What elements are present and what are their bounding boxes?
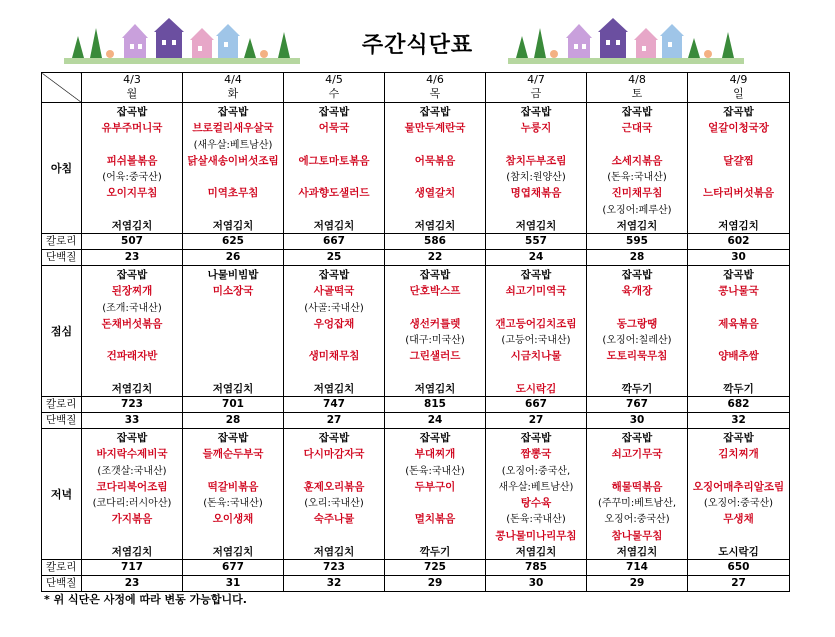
protein-value: 30 xyxy=(587,413,688,429)
calories-label: 칼로리 xyxy=(42,234,82,250)
menu-cell xyxy=(385,103,486,234)
menu-item: (새우살:베트남산) xyxy=(193,139,273,151)
protein-value: 25 xyxy=(284,250,385,266)
menu-item: 명엽채볶음 xyxy=(510,187,562,200)
menu-cell-items xyxy=(688,103,789,233)
menu-item: 잡곡밥 xyxy=(723,106,754,118)
menu-cell-items xyxy=(688,429,789,559)
menu-item: 잡곡밥 xyxy=(621,106,653,118)
menu-item: 새우살:베트남산) xyxy=(498,481,574,493)
menu-item: 잡곡밥 xyxy=(116,432,148,444)
day-header xyxy=(688,73,790,103)
menu-item: 달걀찜 xyxy=(723,154,754,167)
menu-item: 멸치볶음 xyxy=(414,513,456,526)
menu-item: 오징어:중국산) xyxy=(604,514,670,526)
menu-cell-items xyxy=(82,429,182,559)
menu-item: 부대찌개 xyxy=(414,448,456,461)
menu-cell-items xyxy=(385,266,485,396)
protein-value: 24 xyxy=(486,250,587,266)
menu-cell xyxy=(385,429,486,560)
menu-item: 잡곡밥 xyxy=(520,269,552,281)
menu-item: 짬뽕국 xyxy=(520,448,552,461)
meal-row xyxy=(42,429,790,560)
menu-item: 잡곡밥 xyxy=(520,106,552,118)
menu-cell xyxy=(183,266,284,397)
footnote: * 위 식단은 사정에 따라 변동 가능합니다. xyxy=(44,593,247,606)
menu-cell xyxy=(284,266,385,397)
menu-item: 저염김치 xyxy=(414,220,456,232)
menu-item: 도시락김 xyxy=(515,383,557,395)
menu-item: (오징어:페루산) xyxy=(602,204,672,216)
day-of-week: 토 xyxy=(631,87,643,100)
menu-item: 저염김치 xyxy=(212,546,254,558)
day-of-week: 수 xyxy=(328,87,340,100)
day-header xyxy=(284,73,385,103)
calories-value: 677 xyxy=(183,560,284,576)
calories-value: 714 xyxy=(587,560,688,576)
calories-value: 595 xyxy=(587,234,688,250)
menu-item: 저염김치 xyxy=(212,220,254,232)
protein-value: 27 xyxy=(486,413,587,429)
day-of-week: 화 xyxy=(227,87,239,100)
menu-item: 물만두계란국 xyxy=(404,122,466,135)
menu-item: 느타리버섯볶음 xyxy=(702,187,774,200)
menu-item: 잡곡밥 xyxy=(419,106,451,118)
menu-cell-items xyxy=(284,429,384,559)
day-header xyxy=(385,73,486,103)
menu-item: 잡곡밥 xyxy=(217,432,249,444)
calories-value: 767 xyxy=(587,397,688,413)
menu-item: 다시마감자국 xyxy=(303,448,365,461)
menu-item: 생미채무침 xyxy=(308,350,360,363)
calories-value: 557 xyxy=(486,234,587,250)
menu-item: 저염김치 xyxy=(414,383,456,395)
menu-cell-items xyxy=(284,103,384,233)
day-date: 4/6 xyxy=(426,73,444,86)
menu-cell-items xyxy=(183,266,283,396)
menu-item: 김치찌개 xyxy=(718,448,759,461)
menu-item: 저염김치 xyxy=(313,220,355,232)
day-date: 4/9 xyxy=(729,73,748,86)
menu-item: (주꾸미:베트남산, xyxy=(597,498,677,510)
menu-item: 오이지무침 xyxy=(106,187,158,200)
day-of-week: 금 xyxy=(530,87,542,100)
menu-cell xyxy=(183,103,284,234)
calories-value: 682 xyxy=(688,397,790,413)
meal-label: 아침 xyxy=(42,103,82,234)
menu-cell xyxy=(284,103,385,234)
day-date: 4/4 xyxy=(224,73,242,86)
menu-item: 단호박스프 xyxy=(409,285,461,298)
day-of-week: 일 xyxy=(733,87,744,100)
menu-item: 저염김치 xyxy=(111,220,153,232)
menu-cell xyxy=(486,266,587,397)
menu-cell xyxy=(486,429,587,560)
menu-item: 가지볶음 xyxy=(111,513,153,526)
protein-value: 32 xyxy=(284,576,385,592)
menu-item: 도시락김 xyxy=(718,546,759,558)
menu-cell-items xyxy=(385,103,485,233)
menu-item: (조개:국내산) xyxy=(102,302,162,314)
calories-label: 칼로리 xyxy=(42,397,82,413)
menu-item: (코다리:러시아산) xyxy=(92,498,172,510)
calories-value: 667 xyxy=(486,397,587,413)
menu-item: 두부구이 xyxy=(414,480,456,493)
menu-item: 잡곡밥 xyxy=(520,432,552,444)
protein-value: 30 xyxy=(486,576,587,592)
menu-item: 저염김치 xyxy=(616,546,658,558)
calories-value: 717 xyxy=(82,560,183,576)
menu-item: 생열갈치 xyxy=(414,187,456,200)
menu-item: 육개장 xyxy=(621,285,653,298)
menu-item: 잡곡밥 xyxy=(419,269,451,281)
protein-value: 28 xyxy=(183,413,284,429)
menu-item: 브로컬리새우살국 xyxy=(192,122,274,135)
menu-item: 잡곡밥 xyxy=(419,432,451,444)
date-header-row xyxy=(42,73,790,103)
menu-item: 그린샐러드 xyxy=(409,350,461,363)
protein-value: 23 xyxy=(82,250,183,266)
meal-row xyxy=(42,266,790,397)
menu-item: (어육:중국산) xyxy=(102,172,162,184)
menu-item: 오징어매추리알조림 xyxy=(692,480,785,493)
menu-item: 참치두부조림 xyxy=(505,154,567,167)
protein-value: 28 xyxy=(587,250,688,266)
menu-item: 잡곡밥 xyxy=(621,269,653,281)
menu-cell-items xyxy=(486,103,586,233)
menu-item: 에그토마토볶음 xyxy=(298,154,370,167)
menu-item: 소세지볶음 xyxy=(611,154,663,167)
menu-item: 얼갈이청국장 xyxy=(708,122,769,135)
calories-value: 723 xyxy=(284,560,385,576)
protein-value: 24 xyxy=(385,413,486,429)
calories-value: 723 xyxy=(82,397,183,413)
menu-item: 양배추쌈 xyxy=(718,350,759,363)
menu-item: 동그랑땡 xyxy=(616,317,658,330)
menu-item: 진미채무침 xyxy=(611,187,663,200)
day-header xyxy=(183,73,284,103)
calories-row xyxy=(42,560,790,576)
menu-item: 누룽지 xyxy=(520,122,552,135)
protein-value: 27 xyxy=(688,576,790,592)
calories-value: 785 xyxy=(486,560,587,576)
calories-value: 667 xyxy=(284,234,385,250)
menu-item: 깍두기 xyxy=(723,383,754,395)
menu-item: 잡곡밥 xyxy=(318,432,350,444)
calories-value: 701 xyxy=(183,397,284,413)
menu-item: 훈제오리볶음 xyxy=(303,480,365,493)
protein-row xyxy=(42,250,790,266)
menu-cell-items xyxy=(82,103,182,233)
menu-item: 잡곡밥 xyxy=(723,432,754,444)
menu-item: 미소장국 xyxy=(212,285,254,298)
menu-cell-items xyxy=(385,429,485,559)
menu-item: (오징어:중국산) xyxy=(703,498,774,510)
menu-item: (돈육:국내산) xyxy=(405,465,465,477)
calories-row xyxy=(42,234,790,250)
menu-item: 오이생채 xyxy=(212,513,254,526)
calories-label: 칼로리 xyxy=(42,560,82,576)
menu-cell xyxy=(183,429,284,560)
menu-item: 건파래자반 xyxy=(106,350,158,363)
calories-value: 747 xyxy=(284,397,385,413)
protein-value: 29 xyxy=(385,576,486,592)
menu-item: 닭살새송이버섯조림 xyxy=(187,154,279,167)
menu-item: 잡곡밥 xyxy=(116,106,148,118)
menu-item: (돈육:국내산) xyxy=(203,498,263,510)
menu-item: (오징어:중국산, xyxy=(501,465,571,477)
menu-item: 쇠고기미역국 xyxy=(505,285,567,298)
menu-item: 들깨순두부국 xyxy=(202,448,264,461)
menu-item: 잡곡밥 xyxy=(217,106,249,118)
protein-value: 23 xyxy=(82,576,183,592)
protein-value: 22 xyxy=(385,250,486,266)
menu-item: 유부주머니국 xyxy=(101,122,163,135)
menu-item: 생선커틀렛 xyxy=(409,317,461,330)
menu-item: 콩나물미나리무침 xyxy=(495,529,577,542)
menu-item: 깍두기 xyxy=(419,546,451,558)
menu-item: 코다리북어조림 xyxy=(96,480,168,493)
menu-item: (오징어:칠레산) xyxy=(602,335,672,347)
meal-label: 점심 xyxy=(42,266,82,397)
menu-cell xyxy=(82,429,183,560)
day-header xyxy=(587,73,688,103)
menu-cell xyxy=(587,429,688,560)
menu-item: 잡곡밥 xyxy=(723,269,754,281)
menu-item: (조갯살:국내산) xyxy=(97,465,167,477)
menu-item: (사골:국내산) xyxy=(304,302,364,314)
menu-item: 떡갈비볶음 xyxy=(207,480,259,493)
menu-item: (돈육:국내산) xyxy=(506,514,566,526)
menu-cell-items xyxy=(486,429,586,559)
calories-value: 625 xyxy=(183,234,284,250)
meal-row xyxy=(42,103,790,234)
protein-value: 27 xyxy=(284,413,385,429)
menu-item: 도토리묵무침 xyxy=(606,350,668,363)
menu-item: 된장찌개 xyxy=(111,285,153,298)
menu-cell-items xyxy=(587,103,687,233)
protein-value: 29 xyxy=(587,576,688,592)
menu-cell xyxy=(688,103,790,234)
village-illustration-left xyxy=(64,14,300,66)
calories-row xyxy=(42,397,790,413)
calories-value: 725 xyxy=(385,560,486,576)
menu-cell-items xyxy=(183,429,283,559)
menu-item: 갠고등어김치조림 xyxy=(495,317,577,330)
protein-label: 단백질 xyxy=(42,250,82,266)
protein-value: 26 xyxy=(183,250,284,266)
menu-item: 쇠고기무국 xyxy=(611,448,663,461)
menu-item: 저염김치 xyxy=(515,220,557,232)
menu-item: 돈채버섯볶음 xyxy=(101,317,163,330)
protein-label: 단백질 xyxy=(42,576,82,592)
day-date: 4/8 xyxy=(628,73,646,86)
menu-item: 저염김치 xyxy=(111,546,153,558)
protein-row xyxy=(42,576,790,592)
menu-item: 사과향도샐러드 xyxy=(298,187,370,200)
menu-item: 잡곡밥 xyxy=(318,269,350,281)
menu-item: 저염김치 xyxy=(111,383,153,395)
menu-item: 저염김치 xyxy=(515,546,557,558)
menu-item: (고등어:국내산) xyxy=(501,335,571,347)
meal-label: 저녁 xyxy=(42,429,82,560)
day-date: 4/7 xyxy=(527,73,545,86)
protein-value: 33 xyxy=(82,413,183,429)
menu-cell xyxy=(284,429,385,560)
calories-value: 507 xyxy=(82,234,183,250)
menu-cell xyxy=(385,266,486,397)
menu-item: 제육볶음 xyxy=(718,317,759,330)
weekly-menu-table xyxy=(41,72,790,592)
menu-item: 나물비빔밥 xyxy=(207,269,259,281)
menu-item: 잡곡밥 xyxy=(116,269,148,281)
protein-row xyxy=(42,413,790,429)
menu-item: 저염김치 xyxy=(616,220,658,232)
menu-cell xyxy=(587,266,688,397)
menu-item: 저염김치 xyxy=(313,546,355,558)
menu-item: 참나물무침 xyxy=(611,529,663,542)
menu-cell xyxy=(82,103,183,234)
day-of-week: 목 xyxy=(429,87,441,100)
protein-value: 30 xyxy=(688,250,790,266)
page-title: 주간식단표 xyxy=(361,33,474,58)
menu-item: 잡곡밥 xyxy=(621,432,653,444)
corner-cell xyxy=(42,73,82,103)
menu-item: 근대국 xyxy=(621,122,653,135)
menu-item: 시금치나물 xyxy=(510,350,562,363)
menu-item: 저염김치 xyxy=(313,383,355,395)
menu-cell xyxy=(486,103,587,234)
menu-cell xyxy=(587,103,688,234)
protein-label: 단백질 xyxy=(42,413,82,429)
menu-item: 피쉬볼볶음 xyxy=(106,154,158,167)
menu-cell-items xyxy=(82,266,182,396)
protein-value: 32 xyxy=(688,413,790,429)
menu-item: 콩나물국 xyxy=(718,285,759,298)
calories-value: 586 xyxy=(385,234,486,250)
day-date: 4/5 xyxy=(325,73,343,86)
menu-cell xyxy=(82,266,183,397)
menu-item: (오리:국내산) xyxy=(304,498,364,510)
protein-value: 31 xyxy=(183,576,284,592)
menu-item: 무생채 xyxy=(723,513,754,526)
menu-item: 어묵국 xyxy=(318,122,350,135)
day-header xyxy=(82,73,183,103)
menu-cell xyxy=(688,429,790,560)
menu-item: 탕수육 xyxy=(520,497,552,510)
village-illustration-right xyxy=(508,14,744,66)
header xyxy=(0,0,835,70)
menu-cell-items xyxy=(284,266,384,396)
menu-item: 잡곡밥 xyxy=(318,106,350,118)
menu-item: 사골떡국 xyxy=(313,285,355,298)
menu-item: 숙주나물 xyxy=(313,513,355,526)
calories-value: 602 xyxy=(688,234,790,250)
calories-value: 650 xyxy=(688,560,790,576)
menu-item: 깍두기 xyxy=(621,383,653,395)
menu-item: 미역초무침 xyxy=(207,187,259,200)
menu-item: 우엉잡채 xyxy=(313,317,355,330)
day-header xyxy=(486,73,587,103)
menu-cell-items xyxy=(688,266,789,396)
menu-item: (대구:미국산) xyxy=(405,335,465,347)
menu-item: (돈육:국내산) xyxy=(607,172,667,184)
menu-cell-items xyxy=(183,103,283,233)
menu-item: (참치:원양산) xyxy=(506,172,566,184)
calories-value: 815 xyxy=(385,397,486,413)
menu-item: 저염김치 xyxy=(212,383,254,395)
menu-cell-items xyxy=(587,429,687,559)
day-date: 4/3 xyxy=(123,73,141,86)
menu-cell xyxy=(688,266,790,397)
menu-item: 해물떡볶음 xyxy=(611,480,663,493)
menu-cell-items xyxy=(486,266,586,396)
menu-item: 저염김치 xyxy=(718,220,759,232)
menu-cell-items xyxy=(587,266,687,396)
day-of-week: 월 xyxy=(126,87,138,100)
menu-item: 바지락수제비국 xyxy=(96,448,168,461)
menu-item: 어묵볶음 xyxy=(414,154,456,167)
